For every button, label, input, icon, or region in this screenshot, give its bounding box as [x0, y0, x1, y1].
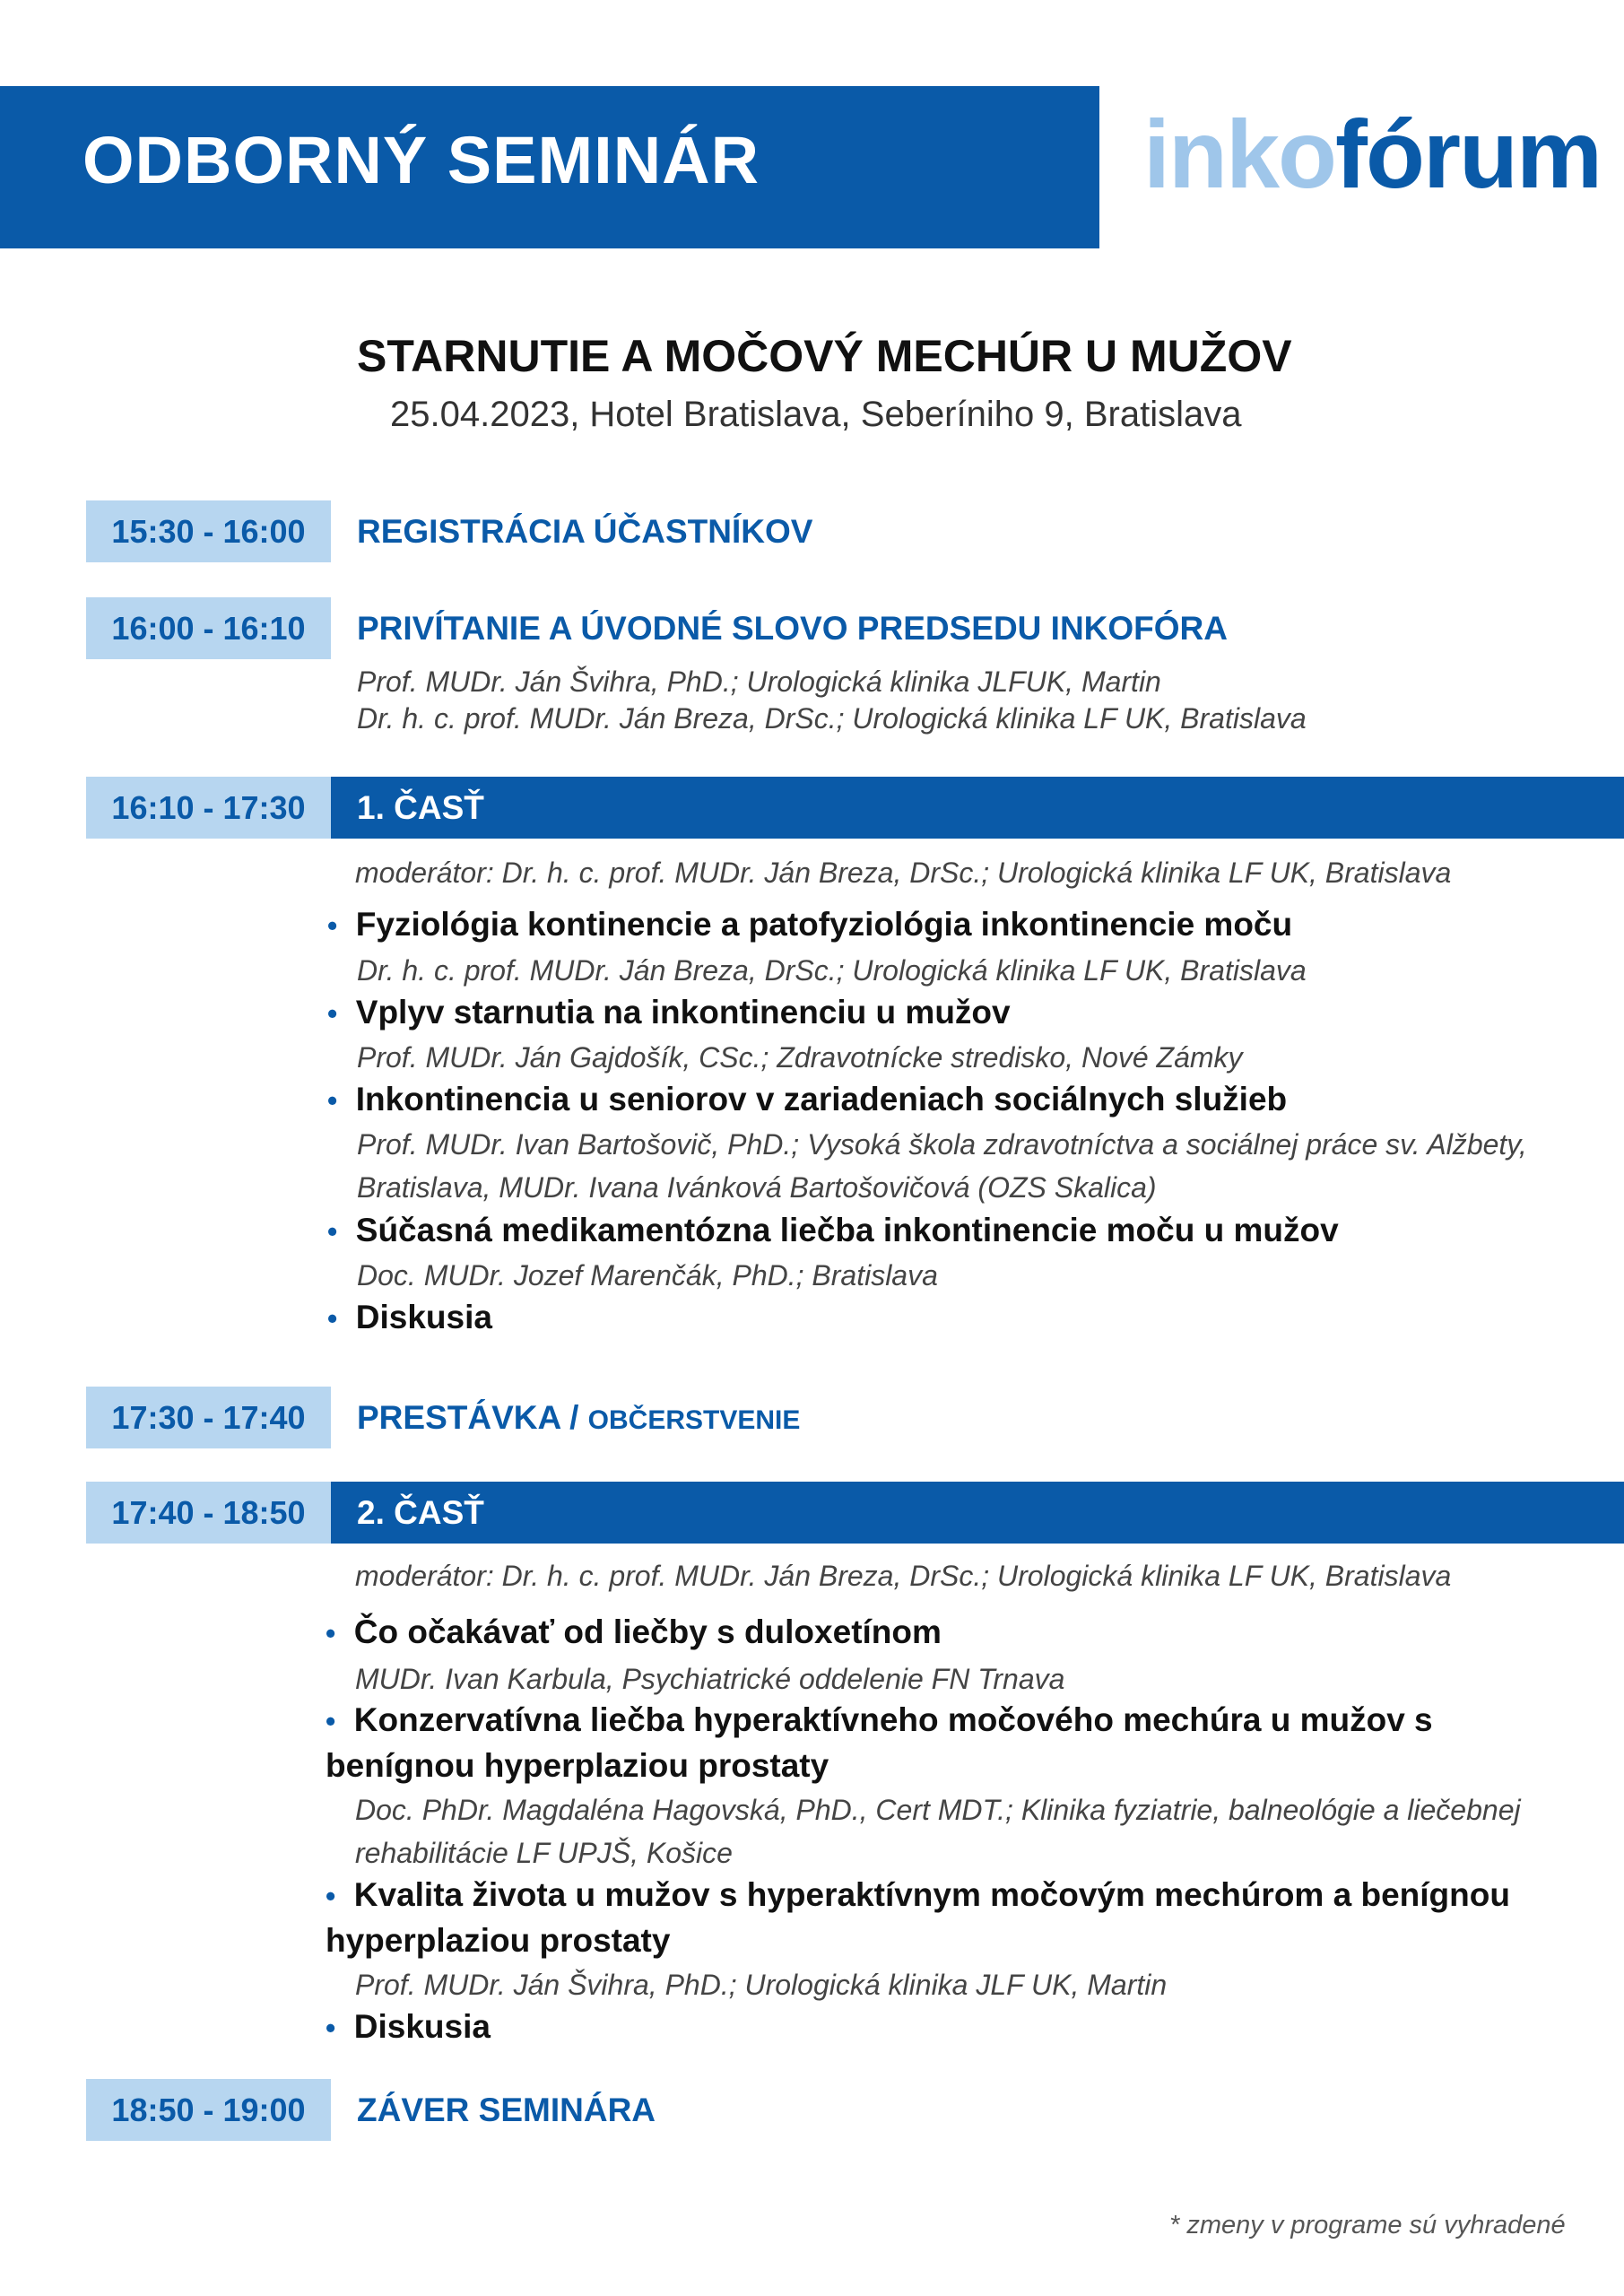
agenda-item-title: Vplyv starnutia na inkontinenciu u mužov [355, 994, 1011, 1031]
break-title [357, 1399, 800, 1437]
time-slot-closing: 18:50 - 19:00 [86, 2079, 331, 2141]
bullet-icon: • [326, 1705, 336, 1737]
agenda-item-title: Čo očakávať od liečby s duloxetínom [353, 1613, 942, 1650]
bullet-icon: • [326, 1617, 336, 1649]
closing-title: ZÁVER SEMINÁRA [357, 2092, 656, 2128]
agenda-item-speaker: Prof. MUDr. Ivan Bartošovič, PhD.; Vysoká škola zdravotníctva a sociálnej práce sv. Alžbety, Bratislava, MUDr. Ivana Ivánková Bartošovičová (OZS Skalica) [357, 1128, 1527, 1204]
agenda-item [326, 1698, 1491, 1787]
part2-label: 2. ČASŤ [357, 1494, 484, 1531]
agenda-item [327, 902, 1520, 948]
bullet-icon: • [327, 1302, 338, 1335]
logo-part-light: inko [1143, 100, 1336, 208]
inkoforum-logo [1143, 100, 1601, 208]
agenda-item-title: Diskusia [353, 2008, 491, 2045]
agenda-item-speaker: Prof. MUDr. Ján Gajdošík, CSc.; Zdravotnícke stredisko, Nové Zámky [357, 1041, 1243, 1074]
part2-banner [331, 1482, 1624, 1544]
part1-moderator: moderátor: Dr. h. c. prof. MUDr. Ján Breza, DrSc.; Urologická klinika LF UK, Bratislava [355, 857, 1452, 889]
bullet-icon: • [327, 997, 338, 1030]
agenda-item-title: Diskusia [355, 1299, 492, 1335]
agenda-item [326, 2005, 1518, 2050]
event-title: STARNUTIE A MOČOVÝ MECHÚR U MUŽOV [357, 331, 1292, 381]
time-slot-registration: 15:30 - 16:00 [86, 500, 331, 562]
agenda-item [327, 990, 1520, 1036]
agenda-item [326, 1873, 1563, 1962]
break-title-sub: OBČERSTVENIE [587, 1405, 801, 1435]
bullet-icon: • [326, 2012, 336, 2044]
registration-title: REGISTRÁCIA ÚČASTNÍKOV [357, 513, 813, 550]
agenda-item-speaker: Dr. h. c. prof. MUDr. Ján Breza, DrSc.; Urologická klinika LF UK, Bratislava [357, 954, 1307, 987]
part1-banner [331, 777, 1624, 839]
bullet-icon: • [327, 1084, 338, 1117]
agenda-item [327, 1295, 1520, 1341]
part1-label: 1. ČASŤ [357, 789, 484, 826]
agenda-item-speaker: Doc. PhDr. Magdaléna Hagovská, PhD., Cert MDT.; Klinika fyziatrie, balneológie a liečebnej rehabilitácie LF UPJŠ, Košice [355, 1794, 1521, 1869]
agenda-item-title: Konzervatívna liečba hyperaktívneho močového mechúra u mužov s benígnou hyperplaziou prostaty [326, 1701, 1433, 1784]
time-slot-part1: 16:10 - 17:30 [86, 777, 331, 839]
welcome-speaker-1: Prof. MUDr. Ján Švihra, PhD.; Urologická klinika JLFUK, Martin [357, 665, 1161, 698]
agenda-item-title: Inkontinencia u seniorov v zariadeniach sociálnych služieb [355, 1081, 1288, 1118]
break-title-main: PRESTÁVKA / [357, 1399, 588, 1436]
agenda-item [327, 1208, 1520, 1254]
agenda-item-title: Kvalita života u mužov s hyperaktívnym močovým mechúrom a benígnou hyperplaziou prostaty [326, 1876, 1510, 1959]
bullet-icon: • [326, 1880, 336, 1912]
welcome-title: PRIVÍTANIE A ÚVODNÉ SLOVO PREDSEDU INKOFÓRA [357, 610, 1228, 647]
part2-moderator: moderátor: Dr. h. c. prof. MUDr. Ján Breza, DrSc.; Urologická klinika LF UK, Bratislava [355, 1560, 1452, 1592]
welcome-speaker-2: Dr. h. c. prof. MUDr. Ján Breza, DrSc.; Urologická klinika LF UK, Bratislava [357, 702, 1307, 735]
agenda-item-speaker: MUDr. Ivan Karbula, Psychiatrické oddelenie FN Trnava [355, 1663, 1065, 1695]
logo-part-dark: fórum [1335, 100, 1601, 208]
agenda-item [327, 1077, 1520, 1123]
agenda-item-title: Fyziológia kontinencie a patofyziológia inkontinencie moču [355, 906, 1293, 943]
agenda-item [326, 1610, 1518, 1656]
agenda-item-speaker: Doc. MUDr. Jozef Marenčák, PhD.; Bratislava [357, 1259, 938, 1292]
agenda-item-title: Súčasná medikamentózna liečba inkontinencie moču u mužov [355, 1212, 1339, 1248]
time-slot-break: 17:30 - 17:40 [86, 1387, 331, 1448]
footnote: * zmeny v programe sú vyhradené [1169, 2211, 1566, 2239]
time-slot-part2: 17:40 - 18:50 [86, 1482, 331, 1544]
bullet-icon: • [327, 1215, 338, 1248]
agenda-item-speaker: Prof. MUDr. Ján Švihra, PhD.; Urologická klinika JLF UK, Martin [355, 1969, 1168, 2001]
time-slot-welcome: 16:00 - 16:10 [86, 597, 331, 659]
bullet-icon: • [327, 909, 338, 942]
event-date-location: 25.04.2023, Hotel Bratislava, Seberíniho 9, Bratislava [390, 395, 1242, 434]
header-title: ODBORNÝ SEMINÁR [83, 123, 760, 197]
